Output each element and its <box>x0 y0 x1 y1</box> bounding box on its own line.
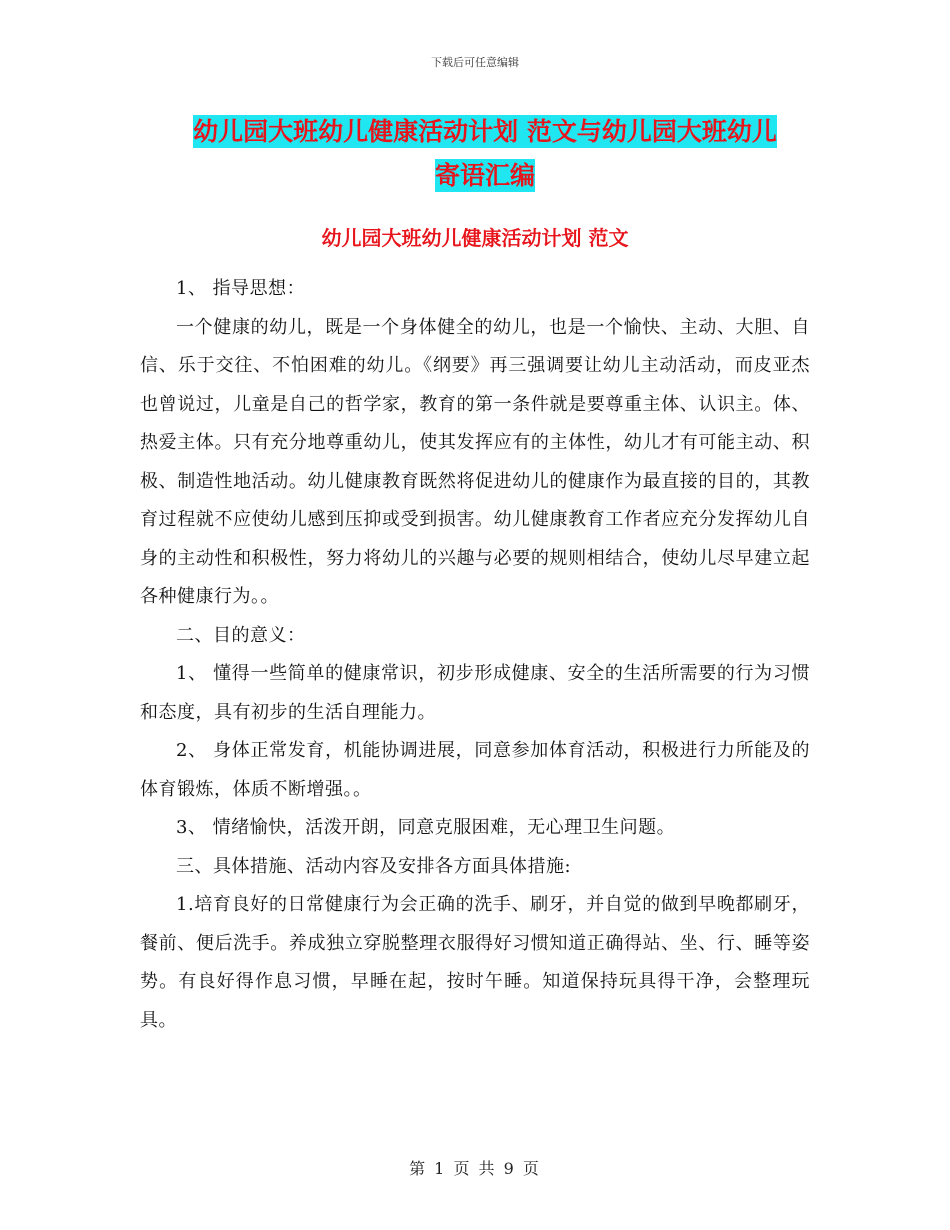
section-title: 幼儿园大班幼儿健康活动计划 范文 <box>321 226 629 250</box>
paragraph-purpose-3: 3、 情绪愉快，活泼开朗，同意克服困难，无心理卫生问题。 <box>176 817 676 838</box>
page-number: 第 1 页 共 9 页 <box>409 1159 541 1178</box>
title-line-2: 寄语汇编 <box>434 161 535 190</box>
paragraph-measures-heading: 三、具体措施、活动内容及安排各方面具体措施: <box>176 855 572 877</box>
paragraph-guiding-heading: 1、 指导思想： <box>176 278 306 299</box>
title-line-1: 幼儿园大班幼儿健康活动计划 范文与幼儿园大班幼儿 <box>193 117 777 146</box>
paragraph-purpose-heading: 二、目的意义： <box>176 624 306 646</box>
paragraph-measures-1: 1.培育良好的日常健康行为会正确的洗手、刷牙，并自觉的做到早晚都刷牙，餐前、便后洗手。养成独立穿脱整理衣服得好习惯知道正确得站、坐、行、睡等姿势。有良好得作息习惯，早睡在起，按时午睡。知道保持玩具得干净，会整理玩具。 <box>140 894 810 1031</box>
paragraph-purpose-2: 2、 身体正常发育，机能协调进展，同意参加体育活动，积极进行力所能及的体育锻炼，体质不断增强。。 <box>140 740 810 800</box>
document-title <box>140 110 830 198</box>
document-body <box>140 270 810 1040</box>
paragraph-purpose-1: 1、 懂得一些简单的健康常识，初步形成健康、安全的生活所需要的行为习惯和态度，具有初步的生活自理能力。 <box>140 663 810 723</box>
header-note: 下载后可任意编辑 <box>431 56 519 69</box>
paragraph-guiding-content: 一个健康的幼儿，既是一个身体健全的幼儿，也是一个愉快、主动、大胆、自信、乐于交往、不怕困难的幼儿。《纲要》再三强调要让幼儿主动活动，而皮亚杰也曾说过，儿童是自己的哲学家，教育的第一条件就是要尊重主体、认识主。体、热爱主体。只有充分地尊重幼儿，使其发挥应有的主体性，幼儿才有可能主动、积极、制造性地活动。幼儿健康教育既然将促进幼儿的健康作为最直接的目的，其教育过程就不应使幼儿感到压抑或受到损害。幼儿健康教育工作者应充分发挥幼儿自身的主动性和积极性，努力将幼儿的兴趣与必要的规则相结合，使幼儿尽早建立起各种健康行为。。 <box>140 316 810 607</box>
